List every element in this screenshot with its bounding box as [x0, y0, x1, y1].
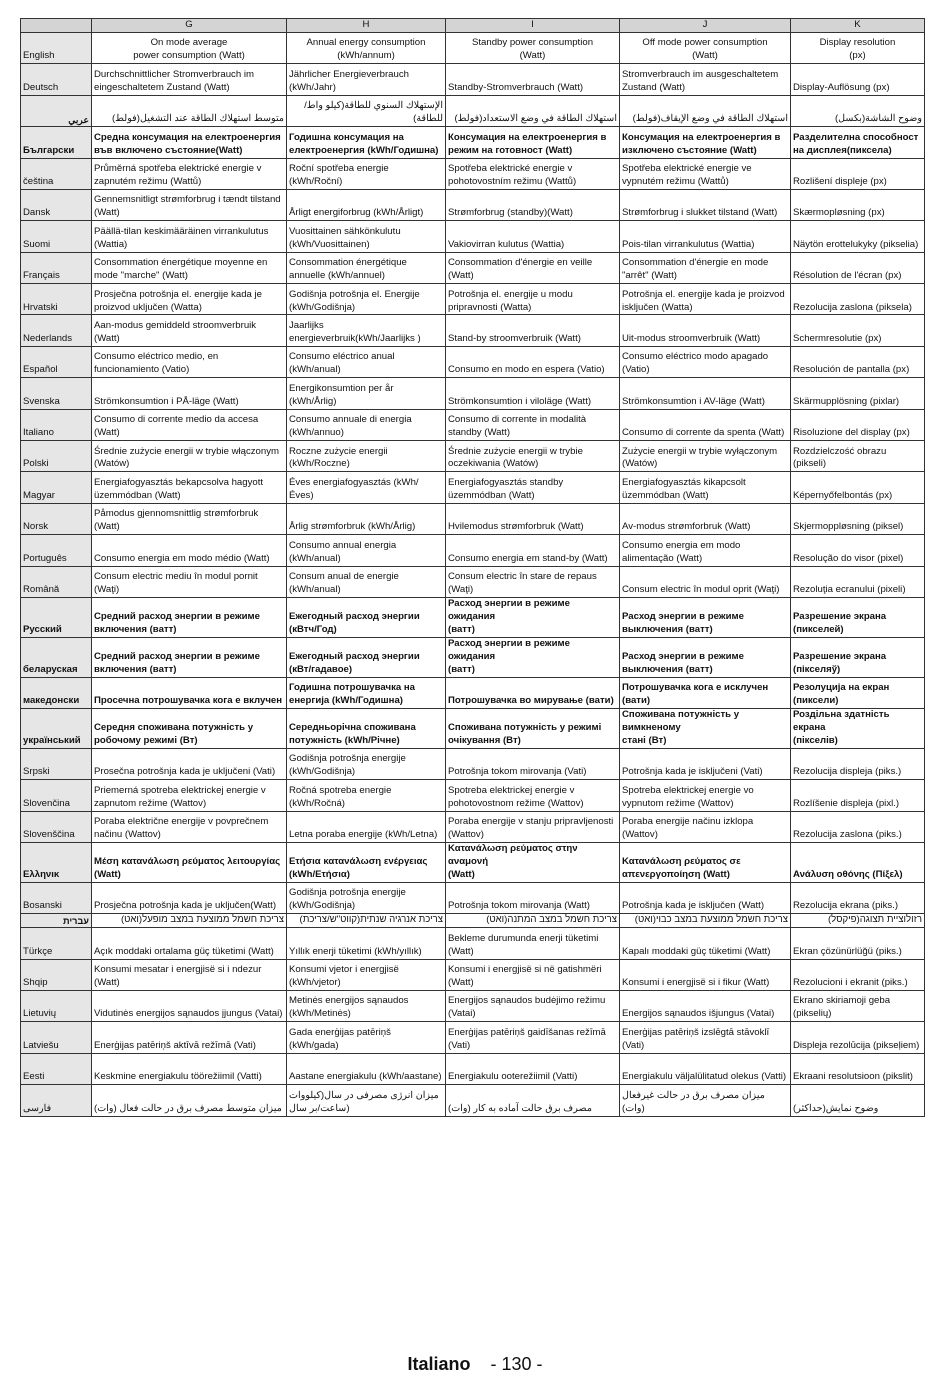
translation-cell-g: Priemerná spotreba elektrickej energie v zapnutom režime (Wattov): [92, 780, 287, 811]
table-row: [21, 811, 925, 842]
translation-cell-j: Stromverbrauch im ausgeschaltetem Zustand (Watt): [620, 64, 791, 95]
translation-cell-g: Средна консумация на електроенергия във включено състояние(Watt): [92, 127, 287, 158]
column-header-row: [21, 19, 925, 33]
translation-cell-h: Ετήσια κατανάλωση ενέργειας (kWh/Ετήσια): [287, 842, 446, 882]
translation-cell-k: Schermresolutie (px): [791, 315, 925, 346]
translation-cell-k: Skärmupplösning (pixlar): [791, 378, 925, 409]
translation-cell-i: Consommation d'énergie en veille (Watt): [446, 252, 620, 283]
translation-cell-j: Споживана потужність у вимкненому стані (Вт): [620, 708, 791, 748]
column-header-i: I: [446, 19, 620, 33]
translation-cell-k: Rezoluţia ecranului (pixeli): [791, 566, 925, 597]
translation-cell-h: Konsumi vjetor i energjisë (kWh/vjetor): [287, 959, 446, 990]
translation-cell-g: Durchschnittlicher Stromverbrauch im eingeschaltetem Zustand (Watt): [92, 64, 287, 95]
table-row: [21, 346, 925, 377]
translation-cell-i: Потрошувачка во мирување (вати): [446, 677, 620, 708]
translation-cell-i: Κατανάλωση ρεύματος στην αναμονή (Watt): [446, 842, 620, 882]
translation-cell-j: Uit-modus stroomverbruik (Watt): [620, 315, 791, 346]
translation-cell-g: Enerģijas patēriņš aktīvā režīmā (Vati): [92, 1022, 287, 1053]
translation-cell-j: Spotreba elektrickej energie vo vypnutom režime (Wattov): [620, 780, 791, 811]
translation-cell-h: Середньорічна споживана потужність (kWh/Річне): [287, 708, 446, 748]
translation-cell-j: Strömkonsumtion i AV-läge (Watt): [620, 378, 791, 409]
translation-cell-k: Rozlíšenie displeja (pixl.): [791, 780, 925, 811]
translation-cell-k: Разделителна способност на дисплея(пиксела): [791, 127, 925, 158]
translation-cell-h: Jährlicher Energieverbrauch (kWh/Jahr): [287, 64, 446, 95]
translation-cell-g: Средний расход энергии в режиме включения (ватт): [92, 597, 287, 637]
language-name-cell: український: [21, 708, 92, 748]
translation-cell-h: الإستهلاك السنوي للطاقة(كيلو واط/للطاقة): [287, 95, 446, 126]
table-row: [21, 748, 925, 779]
translation-table: [20, 18, 925, 1117]
translation-cell-k: وضوح الشاشة(بكسل): [791, 95, 925, 126]
translation-cell-i: Consum electric în stare de repaus (Waţi): [446, 566, 620, 597]
translation-cell-i: Hvilemodus strømforbruk (Watt): [446, 503, 620, 534]
translation-cell-g: میزان متوسط مصرف برق در حالت فعال (وات): [92, 1085, 287, 1116]
translation-cell-k: Rozdzielczość obrazu (pikseli): [791, 441, 925, 472]
language-name-cell: Bosanski: [21, 882, 92, 913]
language-name-cell: Türkçe: [21, 928, 92, 959]
translation-cell-j: Energijos sąnaudos išjungus (Vatai): [620, 990, 791, 1021]
language-name-cell: Lietuvių: [21, 990, 92, 1021]
translation-cell-h: Årligt energiforbrug (kWh/Årligt): [287, 189, 446, 220]
translation-cell-j: Pois-tilan virrankulutus (Wattia): [620, 221, 791, 252]
translation-cell-h: میزان انرژی مصرفی در سال(کیلووات ساعت/بر سال): [287, 1085, 446, 1116]
page-footer: [0, 1354, 950, 1375]
translation-cell-h: Годишна консумация на електроенергия (kWh/Годишна): [287, 127, 446, 158]
translation-cell-g: Poraba električne energije v povprečnem načinu (Wattov): [92, 811, 287, 842]
translation-cell-j: Kapalı moddaki güç tüketimi (Watt): [620, 928, 791, 959]
translation-cell-i: Vakiovirran kulutus (Wattia): [446, 221, 620, 252]
translation-cell-h: Annual energy consumption (kWh/annum): [287, 32, 446, 63]
translation-cell-j: Consumo eléctrico modo apagado (Vatio): [620, 346, 791, 377]
translation-cell-g: Energiafogyasztás bekapcsolva hagyott üzemmódban (Watt): [92, 472, 287, 503]
translation-cell-k: Résolution de l'écran (px): [791, 252, 925, 283]
translation-cell-k: Rezolucija displeja (piks.): [791, 748, 925, 779]
language-name-cell: Ελληνικ: [21, 842, 92, 882]
table-row: [21, 959, 925, 990]
translation-cell-h: Gada enerģijas patēriņš (kWh/gada): [287, 1022, 446, 1053]
table-row: [21, 882, 925, 913]
translation-cell-k: Display-Auflösung (px): [791, 64, 925, 95]
translation-cell-g: Průměrná spotřeba elektrické energie v zapnutém režimu (Wattů): [92, 158, 287, 189]
translation-cell-i: Konsumi i energjisë si në gatishmëri (Watt): [446, 959, 620, 990]
translation-cell-k: Displeja rezolūcija (pikseļiem): [791, 1022, 925, 1053]
language-name-cell: Português: [21, 535, 92, 566]
table-row: [21, 566, 925, 597]
table-row: [21, 780, 925, 811]
translation-cell-g: Consum electric mediu în modul pornit (Waţi): [92, 566, 287, 597]
translation-cell-j: Расход энергии в режиме выключения (ватт): [620, 597, 791, 637]
table-row: [21, 441, 925, 472]
page-number: - 130 -: [490, 1354, 543, 1374]
translation-cell-j: Potrošnja kada je isključeni (Vati): [620, 748, 791, 779]
translation-cell-g: Açık moddaki ortalama güç tüketimi (Watt): [92, 928, 287, 959]
language-name-cell: Español: [21, 346, 92, 377]
translation-cell-k: Разрешение экрана (пикселей): [791, 597, 925, 637]
translation-cell-i: Energiakulu ooterežiimil (Vatti): [446, 1053, 620, 1084]
translation-cell-g: Strömkonsumtion i PÅ-läge (Watt): [92, 378, 287, 409]
translation-cell-j: Консумация на електроенергия в изключено състояние (Watt): [620, 127, 791, 158]
translation-cell-g: Μέση κατανάλωση ρεύματος λειτουργίας (Watt): [92, 842, 287, 882]
translation-cell-k: Resolução do visor (pixel): [791, 535, 925, 566]
translation-cell-k: Rezolucija zaslona (piksela): [791, 284, 925, 315]
table-row: [21, 503, 925, 534]
table-body: [21, 32, 925, 1116]
translation-cell-g: Середня споживана потужність у робочому режимі (Вт): [92, 708, 287, 748]
column-header-h: H: [287, 19, 446, 33]
translation-cell-i: Споживана потужність у режимі очікування (Вт): [446, 708, 620, 748]
translation-cell-j: Energiakulu väljalülitatud olekus (Vatti): [620, 1053, 791, 1084]
translation-cell-i: استهلاك الطاقة في وضع الاستعداد(فولط): [446, 95, 620, 126]
translation-cell-k: Разрешение экрана (пiкселяў): [791, 637, 925, 677]
table-row: [21, 95, 925, 126]
translation-cell-i: مصرف برق حالت آماده به کار (وات): [446, 1085, 620, 1116]
table-row: [21, 637, 925, 677]
translation-cell-h: Consumo annual energia (kWh/anual): [287, 535, 446, 566]
table-row: [21, 597, 925, 637]
translation-cell-j: Energiafogyasztás kikapcsolt üzemmódban (Watt): [620, 472, 791, 503]
translation-cell-j: Consommation d'énergie en mode "arrêt" (Watt): [620, 252, 791, 283]
language-name-cell: Deutsch: [21, 64, 92, 95]
language-name-cell: Svenska: [21, 378, 92, 409]
translation-cell-k: Роздільна здатність екрана (пікселів): [791, 708, 925, 748]
translation-cell-i: Średnie zużycie energii w trybie oczekiwania (Watów): [446, 441, 620, 472]
translation-cell-i: Potrošnja tokom mirovanja (Vati): [446, 748, 620, 779]
table-row: [21, 928, 925, 959]
translation-cell-g: Średnie zużycie energii w trybie włączonym (Watów): [92, 441, 287, 472]
language-name-cell: Français: [21, 252, 92, 283]
translation-cell-i: Consumo energia em stand-by (Watt): [446, 535, 620, 566]
translation-cell-i: Poraba energije v stanju pripravljenosti (Wattov): [446, 811, 620, 842]
translation-cell-g: Aan-modus gemiddeld stroomverbruik (Watt): [92, 315, 287, 346]
translation-cell-i: Potrošnja el. energije u modu pripravnosti (Watta): [446, 284, 620, 315]
translation-cell-j: Consumo energia em modo alimentação (Watt): [620, 535, 791, 566]
language-name-cell: Polski: [21, 441, 92, 472]
translation-cell-k: Skærmopløsning (px): [791, 189, 925, 220]
translation-cell-g: Konsumi mesatar i energjisë si i ndezur (Watt): [92, 959, 287, 990]
translation-cell-j: Off mode power consumption (Watt): [620, 32, 791, 63]
translation-cell-i: Spotřeba elektrické energie v pohotovostním režimu (Wattů): [446, 158, 620, 189]
translation-cell-g: Средний расход энергии в режиме включения (ватт): [92, 637, 287, 677]
translation-cell-g: Consumo energia em modo médio (Watt): [92, 535, 287, 566]
translation-cell-k: وضوح نمایش(حداکثر): [791, 1085, 925, 1116]
language-name-cell: Slovenščina: [21, 811, 92, 842]
translation-cell-j: Spotřeba elektrické energie ve vypnutém režimu (Wattů): [620, 158, 791, 189]
translation-cell-i: Potrošnja tokom mirovanja (Watt): [446, 882, 620, 913]
translation-cell-k: Rezolucija ekrana (piks.): [791, 882, 925, 913]
translation-cell-h: Roczne zużycie energii (kWh/Roczne): [287, 441, 446, 472]
footer-language-label: Italiano: [407, 1354, 471, 1374]
language-name-cell: Dansk: [21, 189, 92, 220]
column-header-g: G: [92, 19, 287, 33]
table-row: [21, 252, 925, 283]
translation-cell-g: Keskmine energiakulu töörežiimil (Vatti): [92, 1053, 287, 1084]
language-name-cell: Русский: [21, 597, 92, 637]
table-row: [21, 32, 925, 63]
translation-cell-h: Consumo annuale di energia (kWh/annuo): [287, 409, 446, 440]
corner-cell: [21, 19, 92, 33]
translation-cell-h: Ежегодный расход энергии (кВтч/Год): [287, 597, 446, 637]
translation-cell-i: Spotreba elektrickej energie v pohotovostnom režime (Wattov): [446, 780, 620, 811]
translation-cell-g: Vidutinės energijos sąnaudos įjungus (Vatai): [92, 990, 287, 1021]
translation-cell-i: צריכת חשמל במצב המתנה(ואט): [446, 914, 620, 928]
translation-cell-h: Energikonsumtion per år (kWh/Årlig): [287, 378, 446, 409]
translation-cell-i: Enerģijas patēriņš gaidīšanas režīmā (Vati): [446, 1022, 620, 1053]
translation-cell-k: Skjermoppløsning (piksel): [791, 503, 925, 534]
table-row: [21, 158, 925, 189]
translation-cell-j: Poraba energije načinu izklopa (Wattov): [620, 811, 791, 842]
translation-cell-h: Годишна потрошувачка на енергија (kWh/Годишна): [287, 677, 446, 708]
table-row: [21, 677, 925, 708]
table-row: [21, 64, 925, 95]
translation-cell-h: Godišnja potrošnja energije (kWh/Godišnja): [287, 748, 446, 779]
translation-cell-j: Consumo di corrente da spenta (Watt): [620, 409, 791, 440]
language-name-cell: Italiano: [21, 409, 92, 440]
table-row: [21, 842, 925, 882]
translation-cell-k: Ekraani resolutsioon (pikslit): [791, 1053, 925, 1084]
translation-cell-i: Energijos sąnaudos budėjimo režimu (Vatai): [446, 990, 620, 1021]
translation-cell-j: Konsumi i energjisë si i fikur (Watt): [620, 959, 791, 990]
language-name-cell: Norsk: [21, 503, 92, 534]
translation-cell-h: Jaarlijks energieverbruik(kWh/Jaarlijks ): [287, 315, 446, 346]
translation-cell-g: Prosečna potrošnja kada je uključeni (Vati): [92, 748, 287, 779]
translation-cell-j: Potrošnja el. energije kada je proizvod isključen (Watta): [620, 284, 791, 315]
translation-cell-g: Prosječna potrošnja kada je uključen(Watt): [92, 882, 287, 913]
translation-cell-h: Consumo eléctrico anual (kWh/anual): [287, 346, 446, 377]
translation-cell-j: میزان مصرف برق در حالت غیرفعال (وات): [620, 1085, 791, 1116]
table-row: [21, 708, 925, 748]
translation-cell-j: Κατανάλωση ρεύματος σε απενεργοποίηση (Watt): [620, 842, 791, 882]
translation-cell-k: Ekrano skiriamoji geba (pikselių): [791, 990, 925, 1021]
translation-cell-h: Roční spotřeba energie (kWh/Roční): [287, 158, 446, 189]
translation-cell-k: Képernyőfelbontás (px): [791, 472, 925, 503]
translation-cell-i: Standby power consumption (Watt): [446, 32, 620, 63]
translation-cell-h: Godišnja potrošnja energije (kWh/Godišnja): [287, 882, 446, 913]
translation-cell-j: استهلاك الطاقة في وضع الإيقاف(فولط): [620, 95, 791, 126]
translation-cell-j: Расход энергии в режиме выключения (ватт): [620, 637, 791, 677]
table-row: [21, 1085, 925, 1116]
translation-cell-g: Påmodus gjennomsnittlig strømforbruk (Watt): [92, 503, 287, 534]
table-row: [21, 409, 925, 440]
translation-cell-i: Консумация на електроенергия в режим на готовност (Watt): [446, 127, 620, 158]
translation-cell-h: Metinės energijos sąnaudos (kWh/Metinės): [287, 990, 446, 1021]
language-name-cell: Shqip: [21, 959, 92, 990]
language-name-cell: Magyar: [21, 472, 92, 503]
table-row: [21, 990, 925, 1021]
translation-cell-k: Rezolucija zaslona (piks.): [791, 811, 925, 842]
translation-cell-g: On mode average power consumption (Watt): [92, 32, 287, 63]
table-row: [21, 535, 925, 566]
translation-cell-j: Enerģijas patēriņš izslēgtā stāvoklī (Vati): [620, 1022, 791, 1053]
language-name-cell: עברית: [21, 914, 92, 928]
table-row: [21, 914, 925, 928]
translation-cell-j: צריכת חשמל ממוצעת במצב כבוי(ואט): [620, 914, 791, 928]
table-row: [21, 189, 925, 220]
translation-cell-i: Energiafogyasztás standby üzemmódban (Watt): [446, 472, 620, 503]
language-name-cell: Srpski: [21, 748, 92, 779]
column-header-k: K: [791, 19, 925, 33]
translation-cell-g: Просечна потрошувачка кога е вклучен: [92, 677, 287, 708]
translation-cell-h: Consum anual de energie (kWh/anual): [287, 566, 446, 597]
translation-cell-h: Éves energiafogyasztás (kWh/Éves): [287, 472, 446, 503]
translation-cell-k: Rezolucioni i ekranit (piks.): [791, 959, 925, 990]
language-name-cell: Latviešu: [21, 1022, 92, 1053]
table-row: [21, 472, 925, 503]
translation-cell-k: Ανάλυση οθόνης (Πίξελ): [791, 842, 925, 882]
translation-cell-h: Ročná spotreba energie (kWh/Ročná): [287, 780, 446, 811]
translation-cell-i: Consumo di corrente in modalità standby (Watt): [446, 409, 620, 440]
translation-cell-h: צריכת אנרגיה שנתית(קווט"ש/צריכת): [287, 914, 446, 928]
language-name-cell: عربي: [21, 95, 92, 126]
language-name-cell: Български: [21, 127, 92, 158]
translation-cell-k: Rozlišení displeje (px): [791, 158, 925, 189]
table-row: [21, 221, 925, 252]
translation-cell-g: Consumo eléctrico medio, en funcionamiento (Vatio): [92, 346, 287, 377]
translation-cell-j: Potrošnja kada je isključen (Watt): [620, 882, 791, 913]
translation-cell-g: متوسط استهلاك الطاقة عند التشغيل(فولط): [92, 95, 287, 126]
translation-cell-h: Ежегодный расход энергии (кВт/гадавое): [287, 637, 446, 677]
translation-cell-k: Display resolution (px): [791, 32, 925, 63]
table-row: [21, 1022, 925, 1053]
translation-cell-h: Yıllık enerji tüketimi (kWh/yıllık): [287, 928, 446, 959]
translation-cell-i: Расход энергии в режиме ожидания (ватт): [446, 637, 620, 677]
translation-cell-i: Strømforbrug (standby)(Watt): [446, 189, 620, 220]
translation-cell-h: Letna poraba energije (kWh/Letna): [287, 811, 446, 842]
translation-cell-g: צריכת חשמל ממוצעת במצב מופעל(ואט): [92, 914, 287, 928]
translation-cell-h: Godišnja potrošnja el. Energije (kWh/Godišnja): [287, 284, 446, 315]
column-header-j: J: [620, 19, 791, 33]
language-name-cell: Eesti: [21, 1053, 92, 1084]
translation-cell-i: Consumo en modo en espera (Vatio): [446, 346, 620, 377]
translation-cell-i: Расход энергии в режиме ожидания (ватт): [446, 597, 620, 637]
translation-cell-h: Årlig strømforbruk (kWh/Årlig): [287, 503, 446, 534]
translation-cell-j: Consum electric în modul oprit (Waţi): [620, 566, 791, 597]
language-name-cell: беларуская: [21, 637, 92, 677]
language-name-cell: فارسی: [21, 1085, 92, 1116]
translation-cell-j: Strømforbrug i slukket tilstand (Watt): [620, 189, 791, 220]
translation-cell-i: Standby-Stromverbrauch (Watt): [446, 64, 620, 95]
translation-cell-g: Prosječna potrošnja el. energije kada je proizvod uključen (Watta): [92, 284, 287, 315]
language-name-cell: Nederlands: [21, 315, 92, 346]
language-name-cell: Slovenčina: [21, 780, 92, 811]
translation-cell-k: Ekran çözünürlüğü (piks.): [791, 928, 925, 959]
table-row: [21, 378, 925, 409]
language-name-cell: Suomi: [21, 221, 92, 252]
translation-cell-h: Aastane energiakulu (kWh/aastane): [287, 1053, 446, 1084]
translation-cell-g: Gennemsnitligt strømforbrug i tændt tilstand (Watt): [92, 189, 287, 220]
translation-cell-i: Stand-by stroomverbruik (Watt): [446, 315, 620, 346]
translation-cell-g: Päällä-tilan keskimääräinen virrankulutus (Wattia): [92, 221, 287, 252]
language-name-cell: čeština: [21, 158, 92, 189]
translation-cell-j: Av-modus strømforbruk (Watt): [620, 503, 791, 534]
language-name-cell: Hrvatski: [21, 284, 92, 315]
table-row: [21, 284, 925, 315]
table-row: [21, 127, 925, 158]
language-name-cell: Română: [21, 566, 92, 597]
translation-cell-k: רזולוציית תצוגה(פיקסל): [791, 914, 925, 928]
translation-cell-j: Zużycie energii w trybie wyłączonym (Watów): [620, 441, 791, 472]
language-name-cell: English: [21, 32, 92, 63]
translation-cell-i: Strömkonsumtion i viloläge (Watt): [446, 378, 620, 409]
translation-cell-k: Näytön erottelukyky (pikselia): [791, 221, 925, 252]
translation-cell-g: Consumo di corrente medio da accesa (Watt): [92, 409, 287, 440]
translation-cell-k: Resolución de pantalla (px): [791, 346, 925, 377]
translation-cell-g: Consommation énergétique moyenne en mode "marche" (Watt): [92, 252, 287, 283]
translation-cell-k: Резолуција на екран (пиксели): [791, 677, 925, 708]
translation-cell-j: Потрошувачка кога е исклучен (вати): [620, 677, 791, 708]
table-row: [21, 1053, 925, 1084]
translation-cell-h: Consommation énergétique annuelle (kWh/annuel): [287, 252, 446, 283]
table-row: [21, 315, 925, 346]
translation-cell-i: Bekleme durumunda enerji tüketimi (Watt): [446, 928, 620, 959]
translation-cell-k: Risoluzione del display (px): [791, 409, 925, 440]
language-name-cell: македонски: [21, 677, 92, 708]
translation-cell-h: Vuosittainen sähkönkulutu (kWh/Vuosittainen): [287, 221, 446, 252]
